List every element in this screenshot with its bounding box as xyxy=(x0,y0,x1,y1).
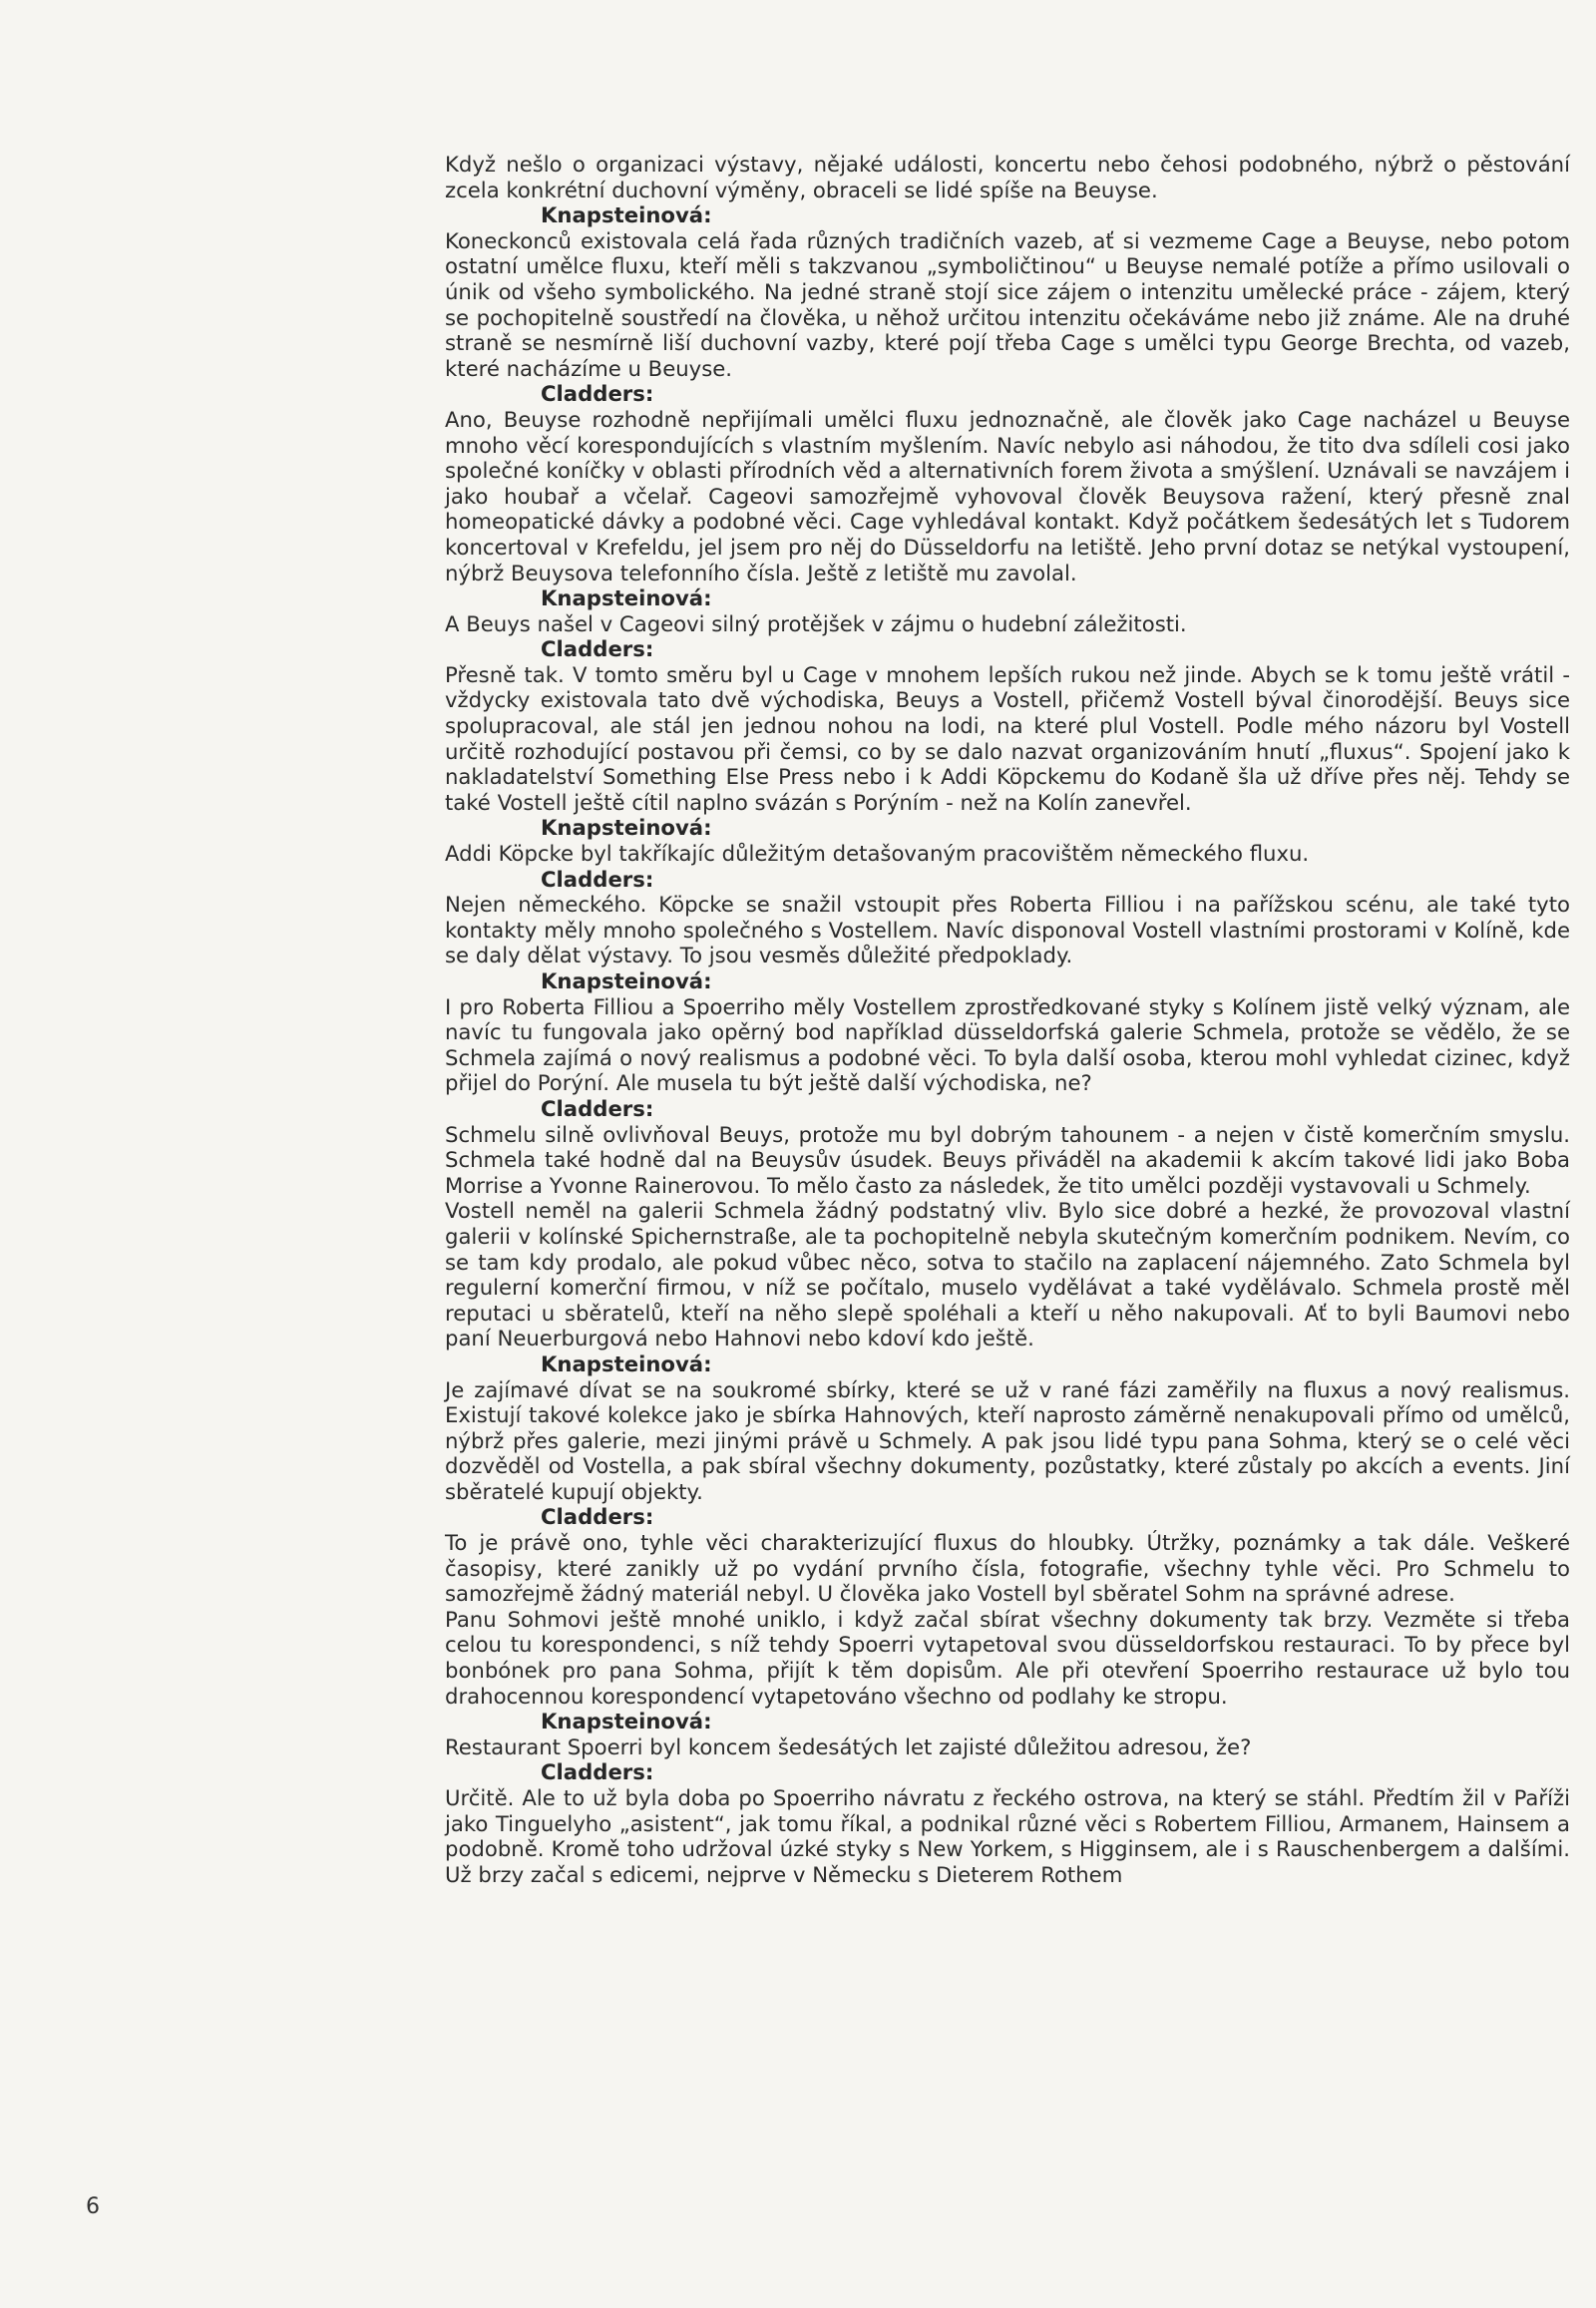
speaker-label: Cladders: xyxy=(541,866,654,892)
paragraph: Addi Köpcke byl takříkajíc důležitým detašovaným pracovištěm německého fluxu. xyxy=(445,841,1310,867)
paragraph: Vostell neměl na galerii Schmela žádný podstatný vliv. Bylo sice dobré a hezké, že provozoval vlastní galerii v kolínské Spichernstraße, ale ta pochopitelně nebyla skutečným komerčním podnikem. Nevím, co se tam kdy prodalo, ale pokud vůbec něco, sotva to stačilo na zaplacení nájemného. Zato Schmela byl regulerní komerční firmou, v níž se počítalo, muselo vydělávat a také vydělávalo. Schmela prostě měl reputaci u sběratelů, kteří na něho slepě spoléhali a kteří u něho nakupovali. Ať to byli Baumovi nebo paní Neuerburgová nebo Hahnovi nebo kdoví kdo ještě. xyxy=(445,1198,1570,1351)
paragraph: To je právě ono, tyhle věci charakterizující fluxus do hloubky. Útržky, poznámky a tak dále. Veškeré časopisy, které zanikly už po vydání prvního čísla, fotografie, všechny tyhle věci. Pro Schmelu to samozřejmě žádný materiál nebyl. U člověka jako Vostell byl sběratel Sohm na správné adrese. xyxy=(445,1530,1570,1607)
speaker-label: Knapsteinová: xyxy=(541,202,712,228)
speaker-label: Cladders: xyxy=(541,1759,654,1785)
speaker-label: Knapsteinová: xyxy=(541,1709,712,1734)
interview-text xyxy=(445,152,1570,1887)
page-number: 6 xyxy=(86,2194,100,2219)
paragraph: Ano, Beuyse rozhodně nepřijímali umělci fluxu jednoznačně, ale člověk jako Cage nacházel u Beuyse mnoho věcí korespondujících s vlastním myšlením. Navíc nebylo asi náhodou, že tito dva sdíleli cosi jako společné koníčky v oblasti přírodních věd a alternativních forem života a smýšlení. Uznávali se navzájem i jako houbař a včelař. Cageovi samozřejmě vyhovoval člověk Beuysova ražení, který přesně znal homeopatické dávky a podobné věci. Cage vyhledával kontakt. Když počátkem šedesátých let s Tudorem koncertoval v Krefeldu, jel jsem pro něj do Düsseldorfu na letiště. Jeho první dotaz se netýkal vystoupení, nýbrž Beuysova telefonního čísla. Ještě z letiště mu zavolal. xyxy=(445,406,1570,585)
paragraph: I pro Roberta Filliou a Spoerriho měly Vostellem zprostředkované styky s Kolínem jistě velký význam, ale navíc tu fungovala jako opěrný bod například düsseldorfská galerie Schmela, protože se vědělo, že se Schmela zajímá o nový realismus a podobné věci. To byla další osoba, kterou mohl vyhledat cizinec, když přijel do Porýní. Ale musela tu být ještě další východiska, ne? xyxy=(445,993,1570,1096)
speaker-label: Knapsteinová: xyxy=(541,815,712,841)
paragraph: Schmelu silně ovlivňoval Beuys, protože mu byl dobrým tahounem - a nejen v čistě komerčním smyslu. Schmela také hodně dal na Beuysův úsudek. Beuys přiváděl na akademii k akcím takové lidi jako Boba Morrise a Yvonne Rainerovou. To mělo často za následek, že tito umělci později vystavovali u Schmely. xyxy=(445,1121,1570,1198)
paragraph: A Beuys našel v Cageovi silný protějšek v zájmu o hudební záležitosti. xyxy=(445,610,1187,636)
paragraph: Koneckonců existovala celá řada různých tradičních vazeb, ať si vezmeme Cage a Beuyse, nebo potom ostatní umělce fluxu, kteří měli s takzvanou „symboličtinou“ u Beuyse nemalé potíže a přímo usilovali o únik od všeho symbolického. Na jedné straně stojí sice zájem o intenzitu umělecké práce - zájem, který se pochopitelně soustředí na člověka, u něhož určitou intenzitu očekáváme nebo již známe. Ale na druhé straně se nesmírně liší duchovní vazby, které pojí třeba Cage s umělci typu George Brechta, od vazeb, které nacházíme u Beuyse. xyxy=(445,227,1570,381)
paragraph: Určitě. Ale to už byla doba po Spoerriho návratu z řeckého ostrova, na který se stáhl. Předtím žil v Paříži jako Tinguelyho „asistent“, jak tomu říkal, a podnikal různé věci s Robertem Filliou, Armanem, Hainsem a podobně. Kromě toho udržoval úzké styky s New Yorkem, s Higginsem, ale i s Rauschenbergem a dalšími. Už brzy začal s edicemi, nejprve v Německu s Dieterem Rothem xyxy=(445,1785,1570,1887)
paragraph: Restaurant Spoerri byl koncem šedesátých let zajisté důležitou adresou, že? xyxy=(445,1733,1252,1759)
speaker-label: Knapsteinová: xyxy=(541,968,712,993)
paragraph: Když nešlo o organizaci výstavy, nějaké události, koncertu nebo čehosi podobného, nýbrž o pěstování zcela konkrétní duchovní výměny, obraceli se lidé spíše na Beuyse. xyxy=(445,152,1570,202)
speaker-label: Cladders: xyxy=(541,1095,654,1121)
paragraph: Nejen německého. Köpcke se snažil vstoupit přes Roberta Filliou i na pařížskou scénu, ale také tyto kontakty měly mnoho společného s Vostellem. Navíc disponoval Vostell vlastními prostorami v Kolíně, kde se daly dělat výstavy. To jsou vesměs důležité předpoklady. xyxy=(445,892,1570,968)
paragraph: Přesně tak. V tomto směru byl u Cage v mnohem lepších rukou než jinde. Abych se k tomu ještě vrátil - vždycky existovala tato dvě východiska, Beuys a Vostell, přičemž Vostell býval činorodější. Beuys sice spolupracoval, ale stál jen jednou nohou na lodi, na které plul Vostell. Podle mého názoru byl Vostell určitě rozhodující postavou při čemsi, co by se dalo nazvat organizováním hnutí „fluxus“. Spojení jako k nakladatelství Something Else Press nebo i k Addi Köpckemu do Kodaně šla už dříve přes něj. Tehdy se také Vostell ještě cítil naplno svázán s Porýním - než na Kolín zanevřel. xyxy=(445,661,1570,815)
paragraph: Panu Sohmovi ještě mnohé uniklo, i když začal sbírat všechny dokumenty tak brzy. Vezměte si třeba celou tu korespondenci, s níž tehdy Spoerri vytapetoval svou düsseldorfskou restauraci. To by přece byl bonbónek pro pana Sohma, přijít k těm dopisům. Ale při otevření Spoerriho restaurace už bylo tou drahocennou korespondencí vytapetováno všechno od podlahy ke stropu. xyxy=(445,1606,1570,1709)
speaker-label: Knapsteinová: xyxy=(541,1350,712,1376)
speaker-label: Knapsteinová: xyxy=(541,585,712,611)
speaker-label: Cladders: xyxy=(541,1504,654,1530)
paragraph: Je zajímavé dívat se na soukromé sbírky, které se už v rané fázi zaměřily na fluxus a nový realismus. Existují takové kolekce jako je sbírka Hahnových, kteří naprosto záměrně nenakupovali přímo od umělců, nýbrž přes galerie, mezi jinými právě u Schmely. A pak jsou lidé typu pana Sohma, který se o celé věci dozvěděl od Vostella, a pak sbíral všechny dokumenty, pozůstatky, které zůstaly po akcích a events. Jiní sběratelé kupují objekty. xyxy=(445,1376,1570,1504)
speaker-label: Cladders: xyxy=(541,381,654,407)
speaker-label: Cladders: xyxy=(541,636,654,662)
